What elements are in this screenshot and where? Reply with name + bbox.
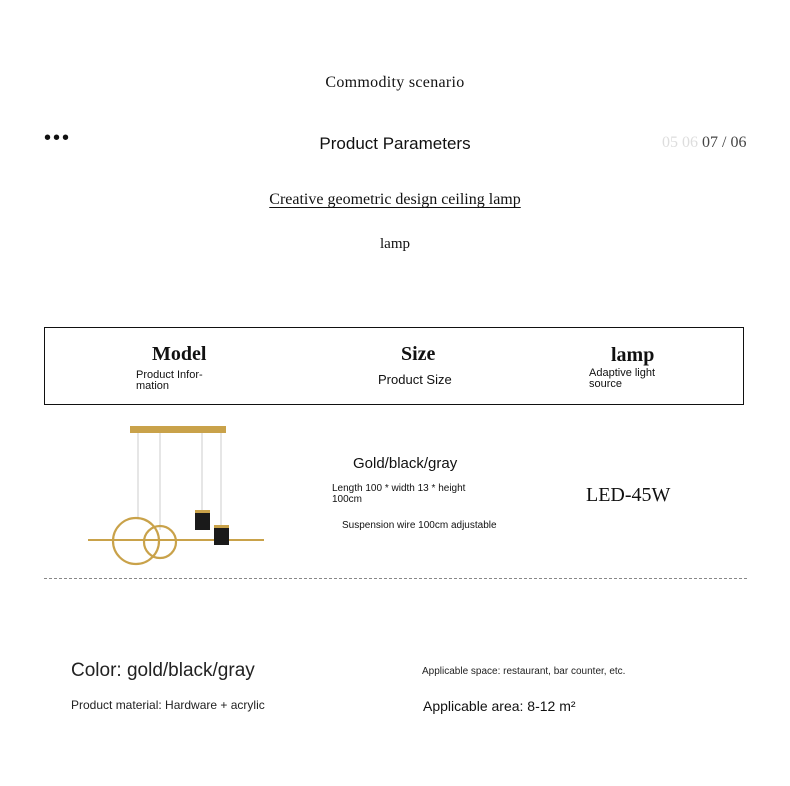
- light-source: LED-45W: [586, 484, 671, 506]
- detail-area: Applicable area: 8-12 m²: [423, 698, 576, 714]
- product-subtitle: lamp: [380, 236, 410, 252]
- lamp-subtitle-text: Adaptive light source: [589, 367, 656, 390]
- parameter-header-box: [44, 327, 744, 405]
- detail-space: Applicable space: restaurant, bar counter, etc.: [422, 666, 626, 677]
- lamp-subtitle: [589, 368, 679, 390]
- page-indicator-faded: 05 06: [662, 134, 702, 151]
- page-indicator: [662, 134, 746, 152]
- product-size: Length 100 * width 13 * height 100cm: [332, 483, 466, 505]
- section-divider: [44, 578, 747, 579]
- lamp-product-image: [80, 420, 280, 570]
- section-title: Product Parameters: [319, 134, 471, 153]
- product-headline: Creative geometric design ceiling lamp: [269, 191, 521, 208]
- scenario-title: Commodity scenario: [325, 74, 465, 91]
- model-subtitle: [136, 370, 226, 392]
- detail-material: Product material: Hardware + acrylic: [71, 698, 265, 712]
- model-subtitle-text: Product Infor- mation: [136, 369, 203, 392]
- size-subtitle: Product Size: [378, 372, 452, 387]
- more-dots-icon[interactable]: •••: [44, 127, 72, 149]
- lamp-title: lamp: [611, 344, 655, 366]
- suspension-wire: Suspension wire 100cm adjustable: [342, 520, 497, 531]
- model-title: Model: [152, 343, 207, 365]
- detail-color: Color: gold/black/gray: [71, 660, 255, 681]
- product-color: Gold/black/gray: [353, 455, 458, 472]
- size-title: Size: [401, 343, 436, 365]
- page-indicator-current: 07 / 06: [702, 134, 747, 151]
